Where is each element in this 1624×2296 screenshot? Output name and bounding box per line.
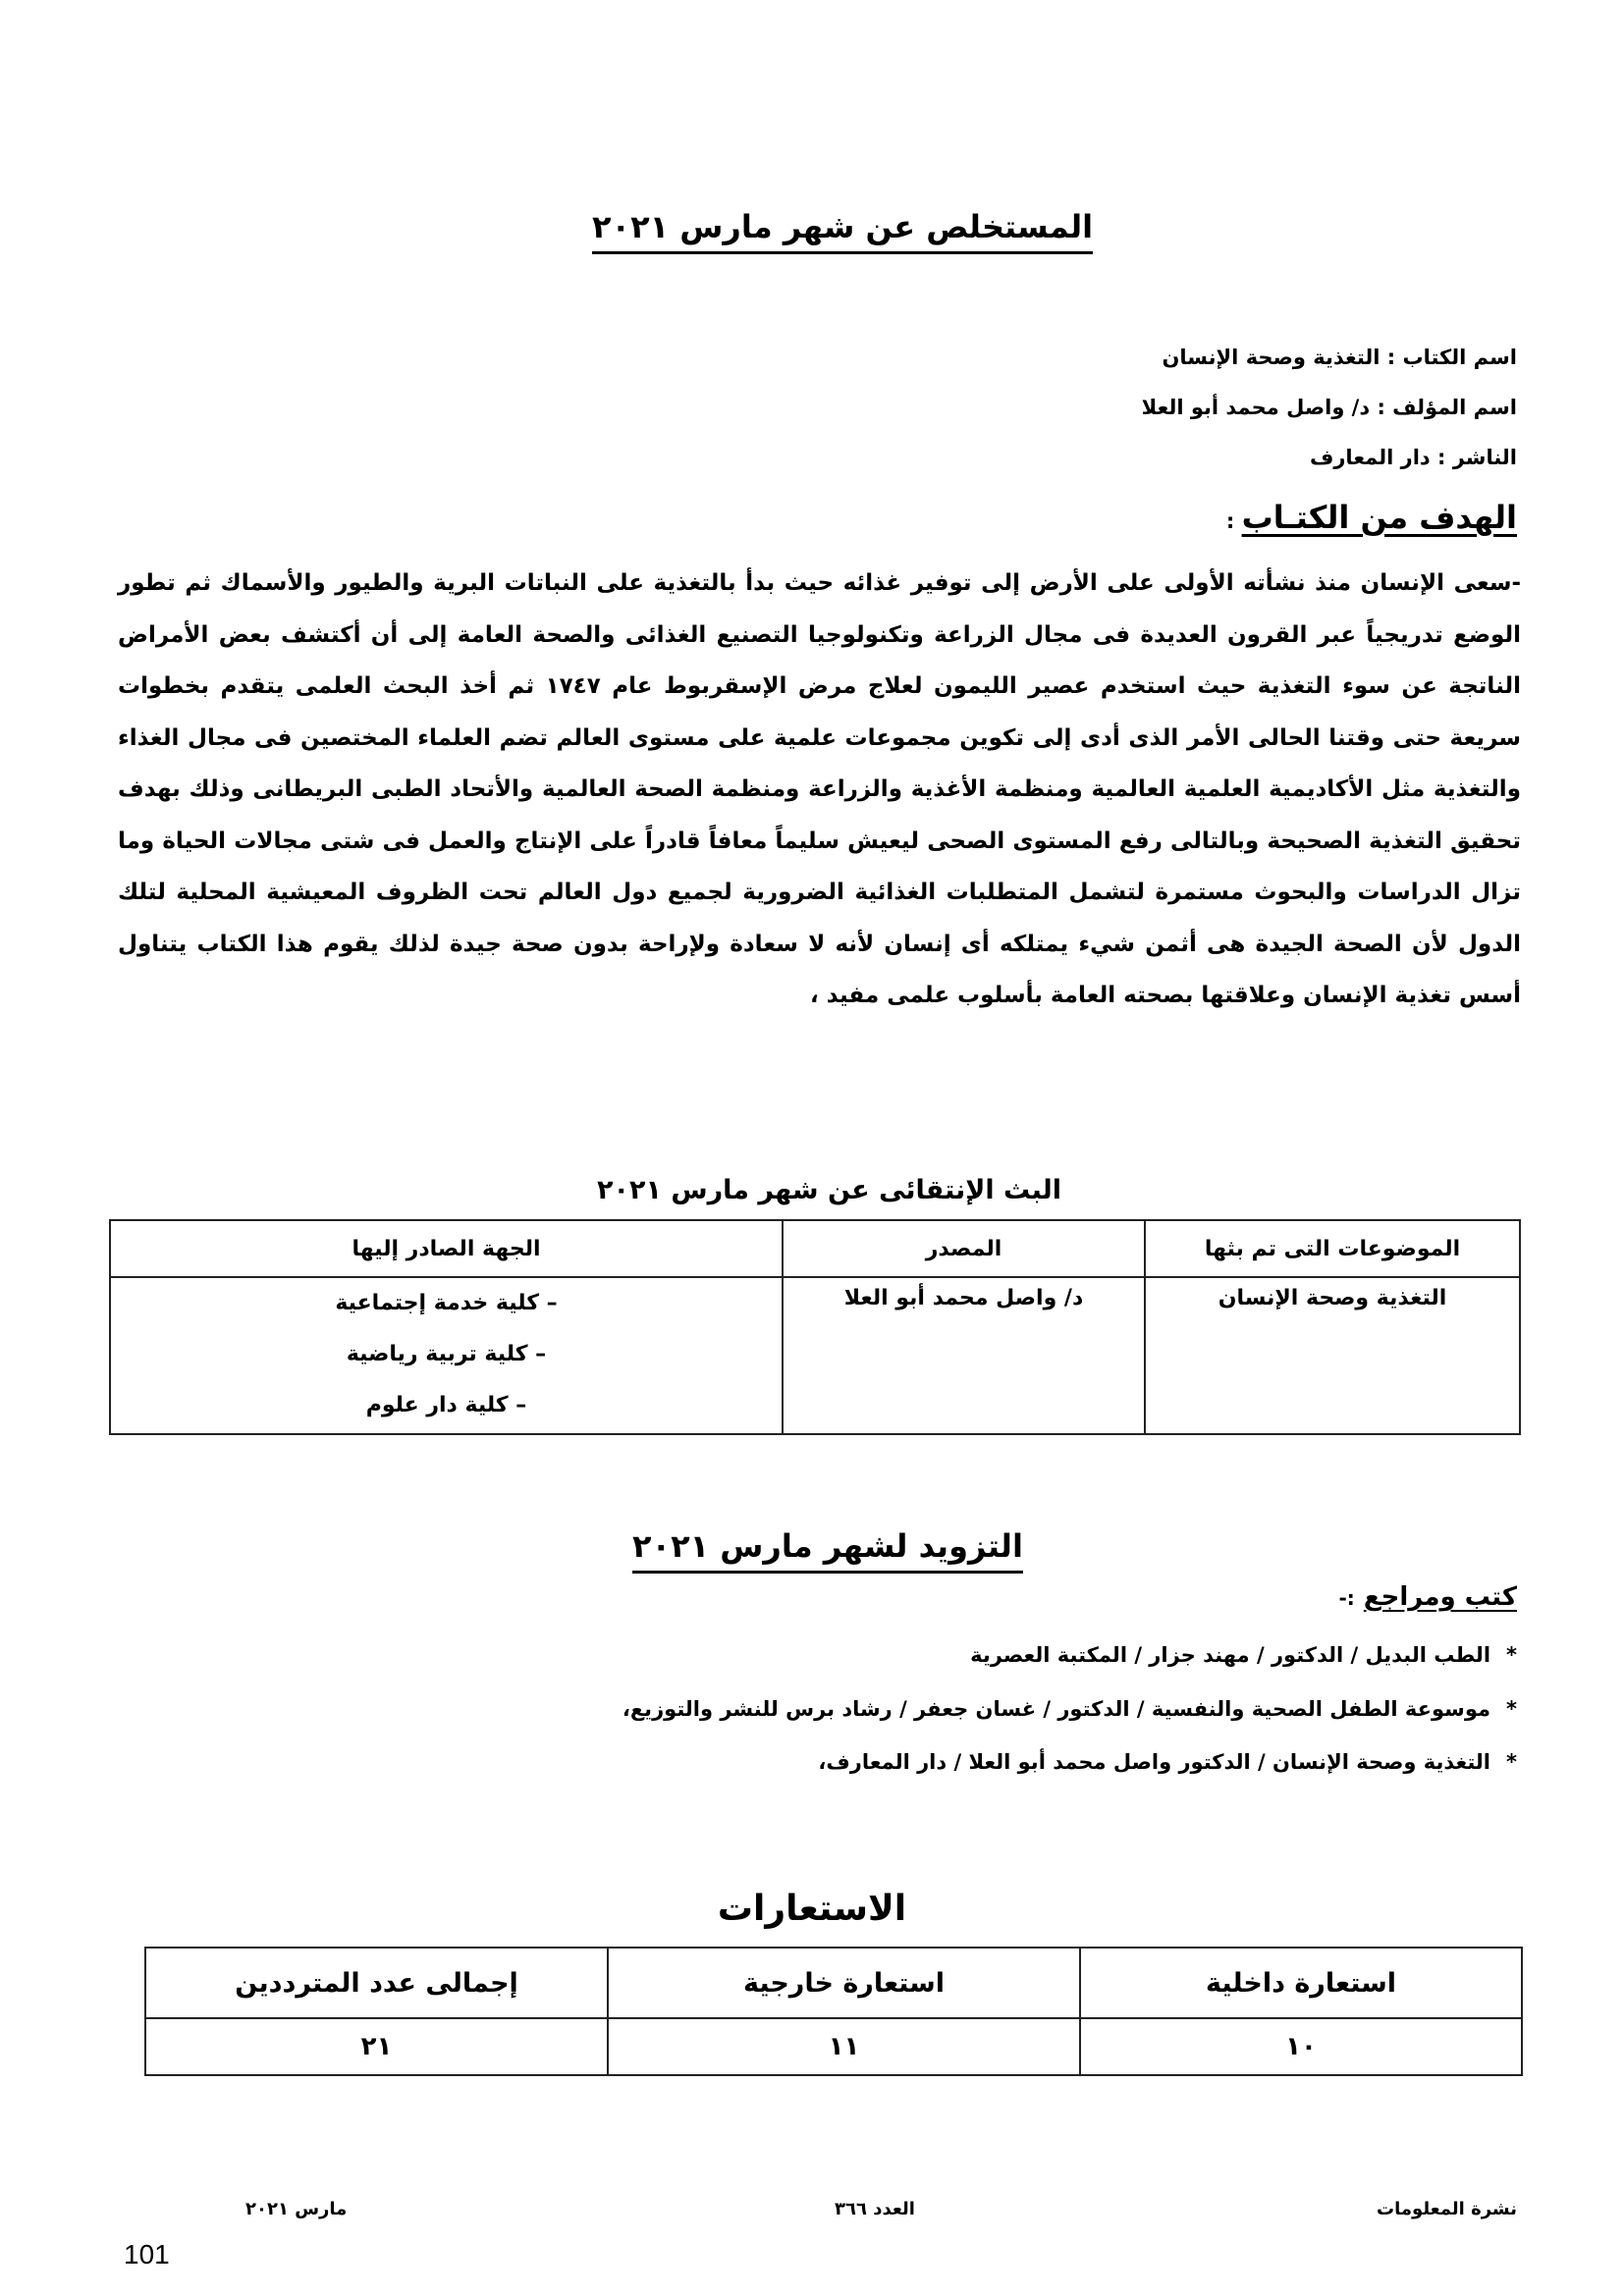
header-external-loans: استعارة خارجية bbox=[608, 1948, 1080, 2018]
external-loans-value: ١١ bbox=[608, 2018, 1080, 2075]
book-publisher-line: الناشر : دار المعارف bbox=[1309, 446, 1517, 469]
book-author-line: اسم المؤلف : د/ واصل محمد أبو العلا bbox=[1141, 396, 1517, 419]
footer-bulletin-name: نشرة المعلومات bbox=[1377, 2199, 1517, 2219]
recipient-item: – كلية خدمة إجتماعية bbox=[335, 1291, 558, 1315]
page-number: 101 bbox=[124, 2239, 170, 2269]
recipient-item: – كلية دار علوم bbox=[365, 1393, 527, 1417]
reference-text: موسوعة الطفل الصحية والنفسية / الدكتور / غسان جعفر / رشاد برس للنشر والتوزيع، bbox=[622, 1697, 1491, 1721]
goal-heading-text: الهدف من الكتـاب bbox=[1241, 499, 1517, 536]
books-references-heading bbox=[1338, 1582, 1517, 1612]
header-topics: الموضوعات التى تم بثها bbox=[1145, 1220, 1520, 1277]
goal-heading bbox=[1226, 499, 1517, 536]
list-item bbox=[818, 1750, 1517, 1774]
book-title-line: اسم الكتاب : التغذية وصحة الإنسان bbox=[1162, 346, 1517, 369]
cell-topic: التغذية وصحة الإنسان bbox=[1145, 1277, 1520, 1434]
header-recipients: الجهة الصادر إليها bbox=[110, 1220, 783, 1277]
list-item bbox=[623, 1697, 1517, 1721]
internal-loans-value: ١٠ bbox=[1080, 2018, 1522, 2075]
table-row bbox=[110, 1277, 1520, 1434]
page-title: المستخلص عن شهر مارس ٢٠٢١ bbox=[592, 208, 1093, 254]
books-references-separator: :- bbox=[1338, 1586, 1355, 1610]
footer-date: مارس ٢٠٢١ bbox=[245, 2199, 348, 2219]
broadcast-table bbox=[109, 1219, 1521, 1435]
reference-text: الطب البديل / الدكتور / مهند جزار / المكتبة العصرية bbox=[970, 1643, 1491, 1667]
goal-paragraph: -سعى الإنسان منذ نشأته الأولى على الأرض إلى توفير غذائه حيث بدأ بالتغذية على النباتات البرية والطيور والأسماك ثم تطور الوضع تدريجياً عبر القرون العديدة فى مجال الزراعة وتكنولوجيا التصنيع الغذائى والصحة العامة إلى أن أكتشف بعض الأمراض الناتجة عن سوء التغذية حيث استخدم عصير الليمون لعلاج مرض الإسقربوط عام ١٧٤٧ ثم أخذ البحث العلمى يتقدم بخطوات سريعة حتى وقتنا الحالى الأمر الذى أدى إلى تكوين مجموعات علمية على مستوى العالم تضم العلماء المختصين فى مجال الغذاء والتغذية مثل الأكاديمية العلمية العالمية ومنظمة الأغذية والزراعة ومنظمة الصحة العالمية والأتحاد الطبى البريطانى وذلك بهدف تحقيق التغذية الصحيحة وبالتالى رفع المستوى الصحى ليعيش سليماً معافاً قادراً على الإنتاج والعمل فى شتى مجالات الحياة وما تزال الدراسات والبحوث مستمرة لتشمل المتطلبات الغذائية الضرورية لجميع دول العالم تحت الظروف المعيشية المحلية لتلك الدول لأن الصحة الجيدة هى أثمن شيء يمتلكه أى إنسان لأنه لا سعادة ولإراحة بدون صحة جيدة لذلك يقوم هذا الكتاب يتناول أسس تغذية الإنسان وعلاقتها بصحته العامة بأسلوب علمى مفيد ، bbox=[118, 570, 1521, 1008]
cell-recipients bbox=[110, 1277, 783, 1434]
loans-title: الاستعارات bbox=[717, 1889, 907, 1929]
acquisitions-title: التزويد لشهر مارس ٢٠٢١ bbox=[632, 1527, 1023, 1574]
bullet-star: * bbox=[1506, 1643, 1517, 1667]
bullet-star: * bbox=[1506, 1697, 1517, 1721]
table-row bbox=[145, 1948, 1522, 2018]
broadcast-title: البث الإنتقائى عن شهر مارس ٢٠٢١ bbox=[597, 1175, 1062, 1205]
list-item bbox=[970, 1643, 1517, 1667]
table-row bbox=[110, 1220, 1520, 1277]
books-references-label: كتب ومراجع bbox=[1363, 1582, 1517, 1612]
recipient-item: – كلية تربية رياضية bbox=[346, 1342, 547, 1366]
total-visitors-value: ٢١ bbox=[145, 2018, 608, 2075]
header-source: المصدر bbox=[783, 1220, 1145, 1277]
header-internal-loans: استعارة داخلية bbox=[1080, 1948, 1522, 2018]
header-total-visitors: إجمالى عدد المترددين bbox=[145, 1948, 608, 2018]
reference-text: التغذية وصحة الإنسان / الدكتور واصل محمد أبو العلا / دار المعارف، bbox=[818, 1750, 1491, 1774]
cell-source: د/ واصل محمد أبو العلا bbox=[783, 1277, 1145, 1434]
table-row bbox=[145, 2018, 1522, 2075]
footer-issue-number: العدد ٣٦٦ bbox=[835, 2199, 915, 2219]
bullet-star: * bbox=[1506, 1750, 1517, 1774]
goal-heading-separator: : bbox=[1225, 509, 1235, 533]
loans-table bbox=[144, 1947, 1523, 2076]
